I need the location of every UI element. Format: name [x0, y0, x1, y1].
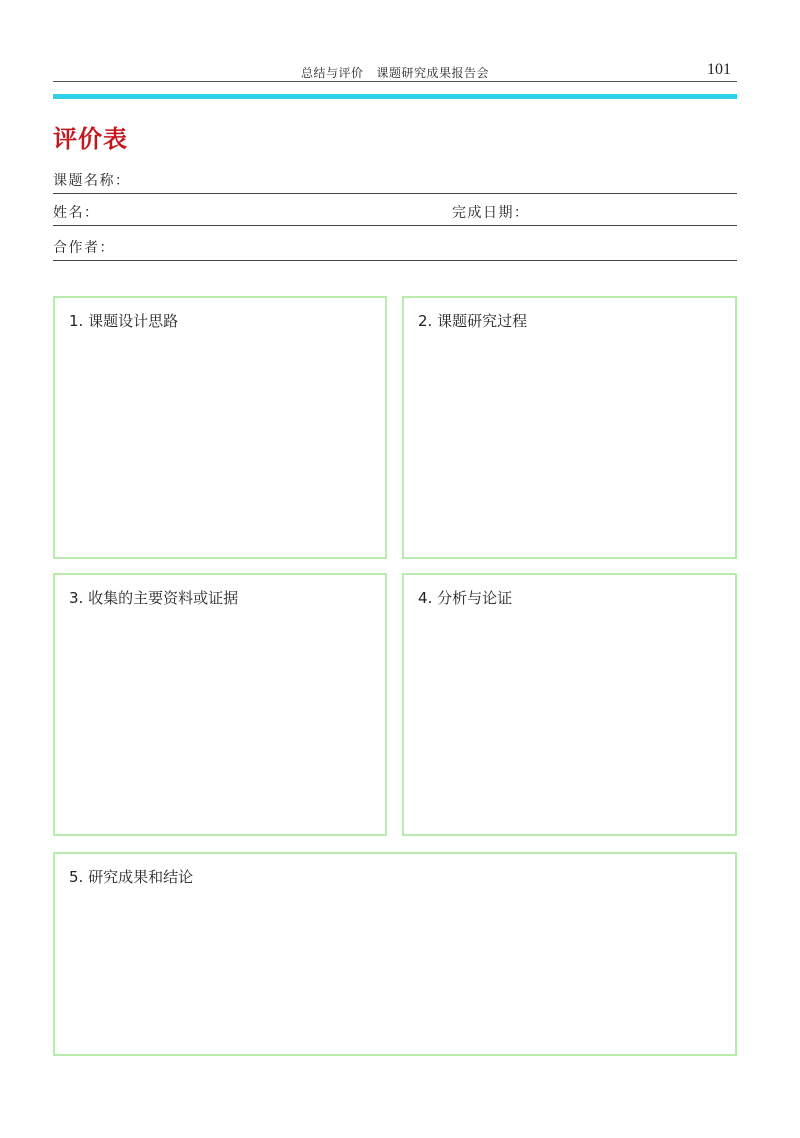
running-header — [53, 61, 737, 82]
section-label: 3. 收集的主要资料或证据 — [69, 589, 239, 607]
name-date-field[interactable] — [53, 199, 737, 226]
collaborator-field[interactable] — [53, 234, 737, 261]
section-results[interactable] — [53, 852, 737, 1056]
section-evidence[interactable] — [53, 573, 387, 836]
section-label: 5. 研究成果和结论 — [69, 868, 194, 886]
accent-bar — [53, 94, 737, 99]
section-research-process[interactable] — [402, 296, 737, 559]
section-design-idea[interactable] — [53, 296, 387, 559]
topic-field[interactable] — [53, 167, 737, 194]
form-title: 评价表 — [53, 125, 128, 153]
date-label: 完成日期： — [452, 205, 530, 221]
collaborator-label: 合作者： — [53, 240, 115, 256]
section-label: 2. 课题研究过程 — [418, 312, 528, 330]
name-label: 姓名： — [53, 205, 100, 221]
running-title: 总结与评价 课题研究成果报告会 — [301, 66, 489, 80]
topic-label: 课题名称： — [53, 173, 131, 189]
section-label: 1. 课题设计思路 — [69, 312, 179, 330]
section-analysis[interactable] — [402, 573, 737, 836]
page-number: 101 — [707, 61, 731, 78]
section-label: 4. 分析与论证 — [418, 589, 513, 607]
